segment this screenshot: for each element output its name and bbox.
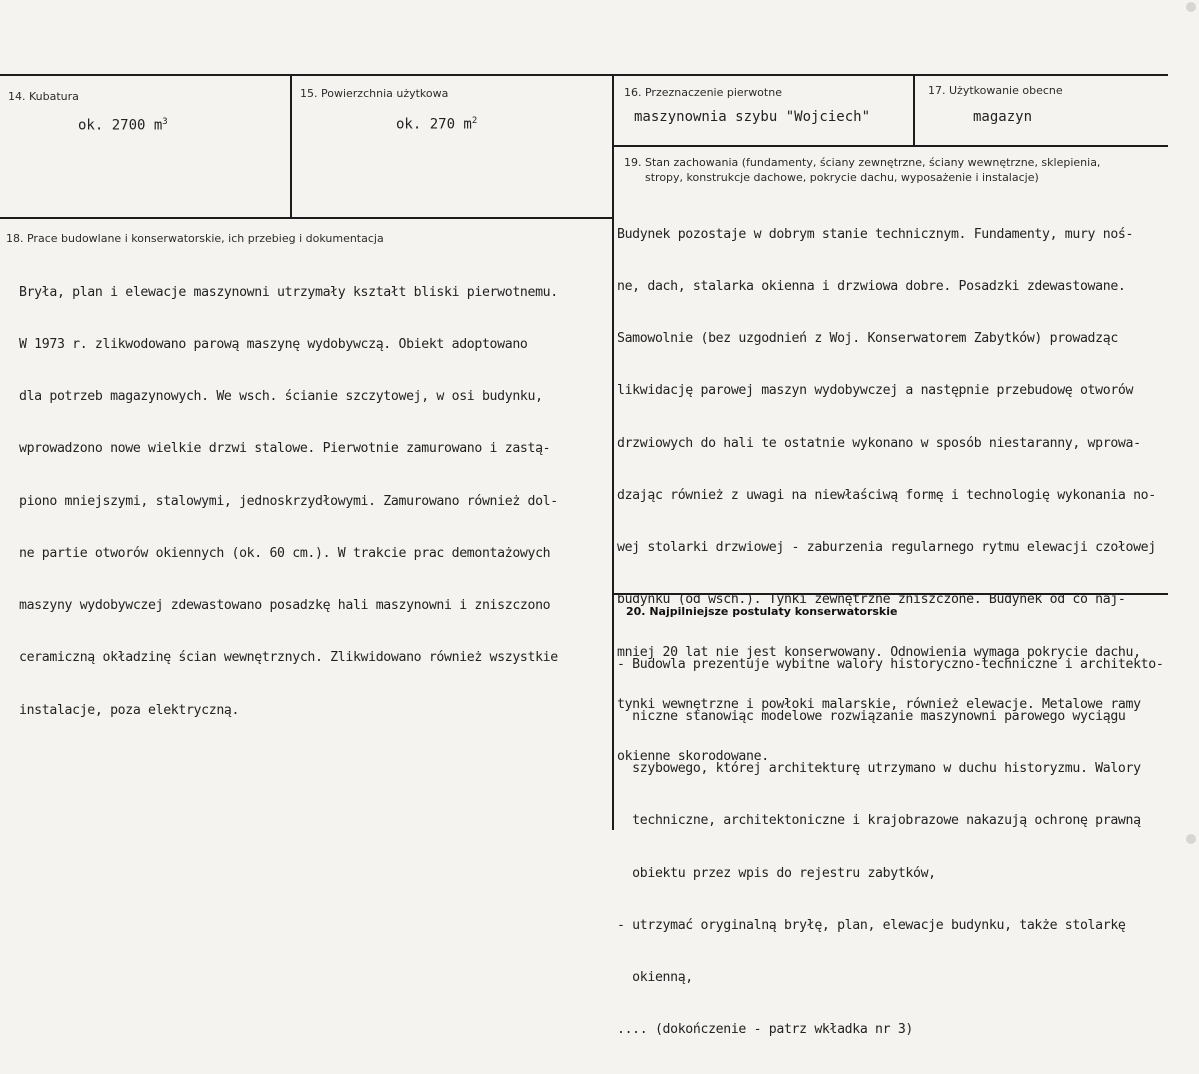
text-line: ceramiczną okładzinę ścian wewnętrznych. Zlikwidowano również wszystkie <box>19 650 558 666</box>
text-line: obiektu przez wpis do rejestru zabytków, <box>617 865 936 881</box>
text-line: budynku (od wsch.). Tynki zewnętrzne zniszczone. Budynek od co naj- <box>617 592 1126 608</box>
text-line: wprowadzono nowe wielkie drzwi stalowe. Pierwotnie zamurowano i zastą- <box>19 441 551 457</box>
text-line: maszyny wydobywczej zdewastowano posadzkę hali maszynowni i zniszczono <box>19 598 551 614</box>
text-line: .... (dokończenie - patrz wkładka nr 3) <box>617 1022 913 1038</box>
field-15-value-text: ok. 270 m <box>396 116 472 133</box>
field-16-label: 16. Przeznaczenie pierwotne <box>624 86 782 99</box>
field-15-label: 15. Powierzchnia użytkowa <box>300 87 449 100</box>
text-line: Bryła, plan i elewacje maszynowni utrzymały kształt bliski pierwotnemu. <box>19 284 558 300</box>
field-19-label-line1: 19. Stan zachowania (fundamenty, ściany zewnętrzne, ściany wewnętrzne, sklepienia, <box>624 156 1101 169</box>
text-line: okienną, <box>617 970 693 986</box>
text-line: - utrzymać oryginalną bryłę, plan, elewacje budynku, także stolarkę <box>617 917 1126 933</box>
field-17-value: magazyn <box>973 109 1033 125</box>
top-border <box>0 74 1168 76</box>
text-line: mniej 20 lat nie jest konserwowany. Odnowienia wymaga pokrycie dachu, <box>617 644 1141 660</box>
field-14-value <box>78 117 168 134</box>
text-line: ne partie otworów okiennych (ok. 60 cm.). W trakcie prac demontażowych <box>19 545 551 561</box>
text-line: W 1973 r. zlikwodowano parową maszynę wydobywczą. Obiekt adoptowano <box>19 337 528 353</box>
field-16-value: maszynownia szybu "Wojciech" <box>634 109 871 125</box>
text-line: instalacje, poza elektryczną. <box>19 702 240 718</box>
field-15-unit-sup: 2 <box>471 116 478 126</box>
divider-kubatura <box>290 76 292 219</box>
text-line: tynki wewnętrzne i powłoki malarskie, również elewacje. Metalowe ramy <box>617 696 1141 712</box>
text-line: okienne skorodowane. <box>617 749 769 764</box>
text-line: techniczne, architektoniczne i krajobrazowe nakazują ochronę prawną <box>617 813 1141 829</box>
text-line: Budynek pozostaje w dobrym stanie technicznym. Fundamenty, mury noś- <box>617 226 1134 242</box>
text-line: ne, dach, stalarka okienna i drzwiowa dobre. Posadzki zdewastowane. <box>617 279 1126 295</box>
text-line: dla potrzeb magazynowych. We wsch. ścianie szczytowej, w osi budynku, <box>19 389 543 405</box>
text-line: piono mniejszymi, stalowymi, jednoskrzydłowymi. Zamurowano również dol- <box>19 493 558 509</box>
corner-mark-bottom-right <box>1186 834 1196 844</box>
text-line: - Budowla prezentuje wybitne walory historyczno-techniczne i architekto- <box>617 656 1164 672</box>
divider-top-row <box>913 74 915 146</box>
text-line: wej stolarki drzwiowej - zaburzenia regularnego rytmu elewacji czołowej <box>617 540 1156 556</box>
field-18-text <box>19 249 558 754</box>
field-20-text <box>617 621 1163 1074</box>
field-18-label: 18. Prace budowlane i konserwatorskie, ich przebieg i dokumentacja <box>6 232 384 245</box>
text-line: niczne stanowiąc modelowe rozwiązanie maszynowni parowego wyciągu <box>617 709 1126 725</box>
divider-row-15-16 <box>614 145 1168 147</box>
text-line: likwidację parowej maszyn wydobywczej a następnie przebudowę otworów <box>617 383 1134 399</box>
field-14-unit-sup: 3 <box>162 117 168 127</box>
field-19-label-line2: stropy, konstrukcje dachowe, pokrycie dachu, wyposażenie i instalacje) <box>645 171 1039 184</box>
text-line: drzwiowych do hali te ostatnie wykonano w sposób niestaranny, wprowa- <box>617 435 1141 451</box>
text-line: Samowolnie (bez uzgodnień z Woj. Konserwatorem Zabytków) prowadząc <box>617 331 1118 347</box>
divider-main-vertical <box>612 74 614 830</box>
corner-mark-top-right <box>1186 2 1196 12</box>
field-14-label: 14. Kubatura <box>8 90 79 103</box>
field-15-value <box>396 116 477 133</box>
field-20-label: 20. Najpilniejsze postulaty konserwatorskie <box>626 605 898 618</box>
divider-row-18 <box>0 217 614 219</box>
field-14-value-text: ok. 2700 m <box>78 117 163 134</box>
text-line: dzając również z uwagi na niewłaściwą formę i technologię wykonania no- <box>617 487 1156 503</box>
field-17-label: 17. Użytkowanie obecne <box>928 84 1063 97</box>
text-line: szybowego, której architekturę utrzymano w duchu historyzmu. Walory <box>617 761 1141 777</box>
